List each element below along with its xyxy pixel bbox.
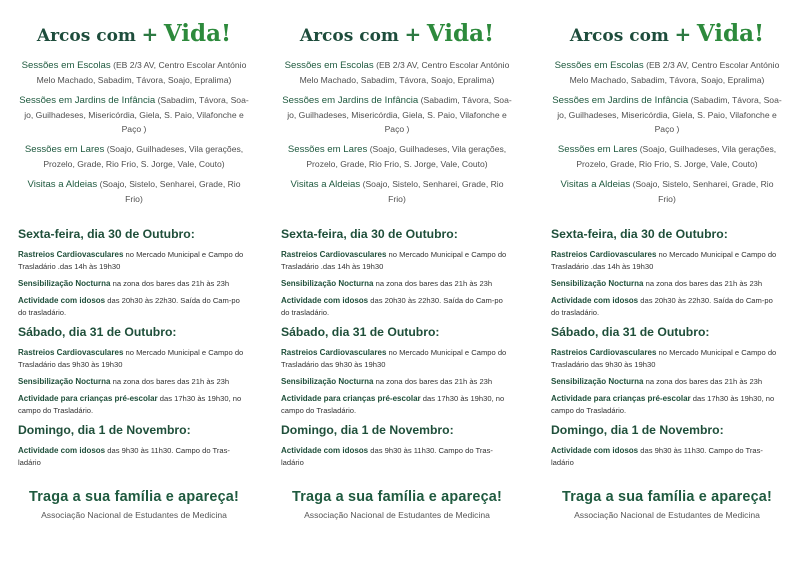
item-activity: Actividade para crianças pré-escolar	[551, 394, 691, 403]
title-part-2: Vida!	[426, 20, 495, 47]
session-villages	[281, 177, 513, 206]
title-part-2: Vida!	[163, 20, 232, 47]
session-schools	[281, 58, 513, 87]
association-name: Associação Nacional de Estudantes de Medicina	[304, 510, 490, 520]
title-plus: +	[674, 22, 692, 46]
item-details: na zona dos bares das 21h às 23h	[375, 279, 493, 288]
flyer-column-3	[551, 0, 783, 566]
session-schools	[18, 58, 250, 87]
item-details: das 17h30 às 19h30, no campo do Trasladário.	[281, 394, 505, 415]
schedule-item	[551, 249, 783, 273]
session-body: (Sabadim, Távora, Soa-jo, Guilhadeses, Misericórdia, Giela, S. Paio, Vilafonche e Paço )	[557, 95, 782, 134]
item-activity: Sensibilização Nocturna	[18, 279, 111, 288]
session-kindergartens	[281, 93, 513, 136]
session-body: (Soajo, Sistelo, Senharei, Grade, Rio Frio)	[99, 179, 241, 204]
title-part-1: Arcos com	[299, 26, 399, 46]
session-head: Sessões em Escolas	[21, 60, 111, 71]
title-plus: +	[404, 22, 422, 46]
schedule-item	[281, 445, 513, 469]
item-details: no Mercado Municipal e Campo do Trasladário .das 14h às 19h30	[281, 250, 507, 271]
item-activity: Rastreios Cardiovasculares	[18, 250, 124, 259]
item-activity: Rastreios Cardiovasculares	[281, 250, 387, 259]
session-body: (Soajo, Guilhadeses, Vila gerações, Prozelo, Grade, Rio Frio, S. Jorge, Vale, Couto)	[306, 144, 507, 169]
item-activity: Actividade com idosos	[18, 296, 106, 305]
item-activity: Actividade com idosos	[281, 446, 369, 455]
schedule-item	[18, 445, 250, 469]
session-kindergartens	[551, 93, 783, 136]
program-schedule	[18, 226, 250, 474]
session-head: Sessões em Escolas	[284, 60, 374, 71]
item-activity: Actividade com idosos	[551, 296, 639, 305]
program-schedule	[281, 226, 513, 474]
day-saturday	[551, 324, 783, 417]
schedule-item	[551, 393, 783, 417]
schedule-item	[18, 347, 250, 371]
day-friday	[551, 226, 783, 319]
day-title: Domingo, dia 1 de Novembro:	[18, 423, 191, 437]
day-saturday	[18, 324, 250, 417]
session-body: (Soajo, Guilhadeses, Vila gerações, Prozelo, Grade, Rio Frio, S. Jorge, Vale, Couto)	[576, 144, 777, 169]
item-details: das 20h30 às 22h30. Saída do Cam-po do trasladário.	[18, 296, 240, 317]
item-details: das 17h30 às 19h30, no campo do Trasladário.	[551, 394, 775, 415]
day-saturday	[281, 324, 513, 417]
item-details: na zona dos bares das 21h às 23h	[375, 377, 493, 386]
session-head: Sessões em Escolas	[554, 60, 644, 71]
day-title: Domingo, dia 1 de Novembro:	[281, 423, 454, 437]
item-activity: Actividade com idosos	[281, 296, 369, 305]
flyer-title	[18, 20, 250, 47]
item-activity: Sensibilização Nocturna	[18, 377, 111, 386]
day-title: Sábado, dia 31 de Outubro:	[551, 325, 710, 339]
item-details: no Mercado Municipal e Campo do Trasladário .das 14h às 19h30	[551, 250, 777, 271]
item-details: no Mercado Municipal e Campo do Trasladário das 9h30 às 19h30	[551, 348, 777, 369]
item-details: no Mercado Municipal e Campo do Trasladário das 9h30 às 19h30	[281, 348, 507, 369]
schedule-item	[281, 278, 513, 290]
session-villages	[18, 177, 250, 206]
day-title: Sexta-feira, dia 30 de Outubro:	[18, 227, 195, 241]
sessions-list	[281, 58, 513, 212]
item-details: das 9h30 às 11h30. Campo do Tras-ladário	[281, 446, 493, 467]
schedule-item	[18, 376, 250, 388]
call-to-action: Traga a sua família e apareça!	[562, 489, 772, 505]
session-head: Visitas a Aldeias	[560, 179, 631, 190]
item-activity: Actividade com idosos	[18, 446, 106, 455]
day-title: Sexta-feira, dia 30 de Outubro:	[551, 227, 728, 241]
schedule-item	[551, 295, 783, 319]
item-activity: Sensibilização Nocturna	[551, 377, 644, 386]
day-title: Sábado, dia 31 de Outubro:	[18, 325, 177, 339]
session-head: Sessões em Jardins de Infância	[19, 95, 156, 106]
session-homes	[18, 142, 250, 171]
item-activity: Sensibilização Nocturna	[281, 377, 374, 386]
session-villages	[551, 177, 783, 206]
item-details: das 17h30 às 19h30, no campo do Trasladário.	[18, 394, 242, 415]
day-title: Domingo, dia 1 de Novembro:	[551, 423, 724, 437]
session-body: (Sabadim, Távora, Soa-jo, Guilhadeses, Misericórdia, Giela, S. Paio, Vilafonche e Paço )	[287, 95, 512, 134]
day-title: Sexta-feira, dia 30 de Outubro:	[281, 227, 458, 241]
item-details: na zona dos bares das 21h às 23h	[112, 377, 230, 386]
session-head: Sessões em Jardins de Infância	[282, 95, 419, 106]
day-friday	[281, 226, 513, 319]
item-details: das 9h30 às 11h30. Campo do Tras-ladário	[551, 446, 763, 467]
session-head: Visitas a Aldeias	[290, 179, 361, 190]
item-details: das 20h30 às 22h30. Saída do Cam-po do trasladário.	[281, 296, 503, 317]
item-details: na zona dos bares das 21h às 23h	[112, 279, 230, 288]
session-body: (EB 2/3 AV, Centro Escolar António Melo Machado, Sabadim, Távora, Soajo, Epralima)	[299, 60, 510, 85]
schedule-item	[18, 278, 250, 290]
day-sunday	[18, 422, 250, 469]
title-plus: +	[141, 22, 159, 46]
item-activity: Actividade para crianças pré-escolar	[281, 394, 421, 403]
item-details: das 20h30 às 22h30. Saída do Cam-po do trasladário.	[551, 296, 773, 317]
program-schedule	[551, 226, 783, 474]
item-activity: Sensibilização Nocturna	[551, 279, 644, 288]
session-kindergartens	[18, 93, 250, 136]
flyer-title	[551, 20, 783, 47]
session-head: Sessões em Lares	[287, 144, 368, 155]
item-activity: Rastreios Cardiovasculares	[551, 348, 657, 357]
item-details: na zona dos bares das 21h às 23h	[645, 279, 763, 288]
session-schools	[551, 58, 783, 87]
schedule-item	[551, 347, 783, 371]
association-name: Associação Nacional de Estudantes de Medicina	[41, 510, 227, 520]
day-sunday	[551, 422, 783, 469]
item-details: na zona dos bares das 21h às 23h	[645, 377, 763, 386]
session-body: (EB 2/3 AV, Centro Escolar António Melo Machado, Sabadim, Távora, Soajo, Epralima)	[36, 60, 247, 85]
schedule-item	[281, 295, 513, 319]
session-body: (Soajo, Sistelo, Senharei, Grade, Rio Frio)	[632, 179, 774, 204]
sessions-list	[18, 58, 250, 212]
item-activity: Actividade com idosos	[551, 446, 639, 455]
item-activity: Actividade para crianças pré-escolar	[18, 394, 158, 403]
session-body: (EB 2/3 AV, Centro Escolar António Melo Machado, Sabadim, Távora, Soajo, Epralima)	[569, 60, 780, 85]
title-part-2: Vida!	[696, 20, 765, 47]
call-to-action: Traga a sua família e apareça!	[29, 489, 239, 505]
session-head: Sessões em Lares	[557, 144, 638, 155]
association-name: Associação Nacional de Estudantes de Medicina	[574, 510, 760, 520]
flyer-title	[281, 20, 513, 47]
session-body: (Sabadim, Távora, Soa-jo, Guilhadeses, Misericórdia, Giela, S. Paio, Vilafonche e Paço )	[24, 95, 249, 134]
schedule-item	[281, 376, 513, 388]
schedule-item	[281, 249, 513, 273]
schedule-item	[551, 445, 783, 469]
item-activity: Sensibilização Nocturna	[281, 279, 374, 288]
schedule-item	[551, 278, 783, 290]
session-head: Sessões em Lares	[24, 144, 105, 155]
schedule-item	[281, 393, 513, 417]
schedule-item	[18, 393, 250, 417]
session-head: Sessões em Jardins de Infância	[552, 95, 689, 106]
session-body: (Soajo, Guilhadeses, Vila gerações, Prozelo, Grade, Rio Frio, S. Jorge, Vale, Couto)	[43, 144, 244, 169]
day-sunday	[281, 422, 513, 469]
title-part-1: Arcos com	[36, 26, 136, 46]
item-activity: Rastreios Cardiovasculares	[281, 348, 387, 357]
call-to-action: Traga a sua família e apareça!	[292, 489, 502, 505]
session-homes	[551, 142, 783, 171]
schedule-item	[281, 347, 513, 371]
schedule-item	[551, 376, 783, 388]
flyer-column-2	[281, 0, 513, 566]
flyer-footer	[551, 489, 783, 520]
sessions-list	[551, 58, 783, 212]
session-body: (Soajo, Sistelo, Senharei, Grade, Rio Frio)	[362, 179, 504, 204]
item-details: no Mercado Municipal e Campo do Trasladário .das 14h às 19h30	[18, 250, 244, 271]
session-homes	[281, 142, 513, 171]
flyer-column-1	[18, 0, 250, 566]
schedule-item	[18, 295, 250, 319]
flyer-footer	[18, 489, 250, 520]
item-activity: Rastreios Cardiovasculares	[18, 348, 124, 357]
day-title: Sábado, dia 31 de Outubro:	[281, 325, 440, 339]
item-activity: Rastreios Cardiovasculares	[551, 250, 657, 259]
item-details: no Mercado Municipal e Campo do Trasladário das 9h30 às 19h30	[18, 348, 244, 369]
schedule-item	[18, 249, 250, 273]
item-details: das 9h30 às 11h30. Campo do Tras-ladário	[18, 446, 230, 467]
day-friday	[18, 226, 250, 319]
flyer-footer	[281, 489, 513, 520]
session-head: Visitas a Aldeias	[27, 179, 98, 190]
title-part-1: Arcos com	[569, 26, 669, 46]
